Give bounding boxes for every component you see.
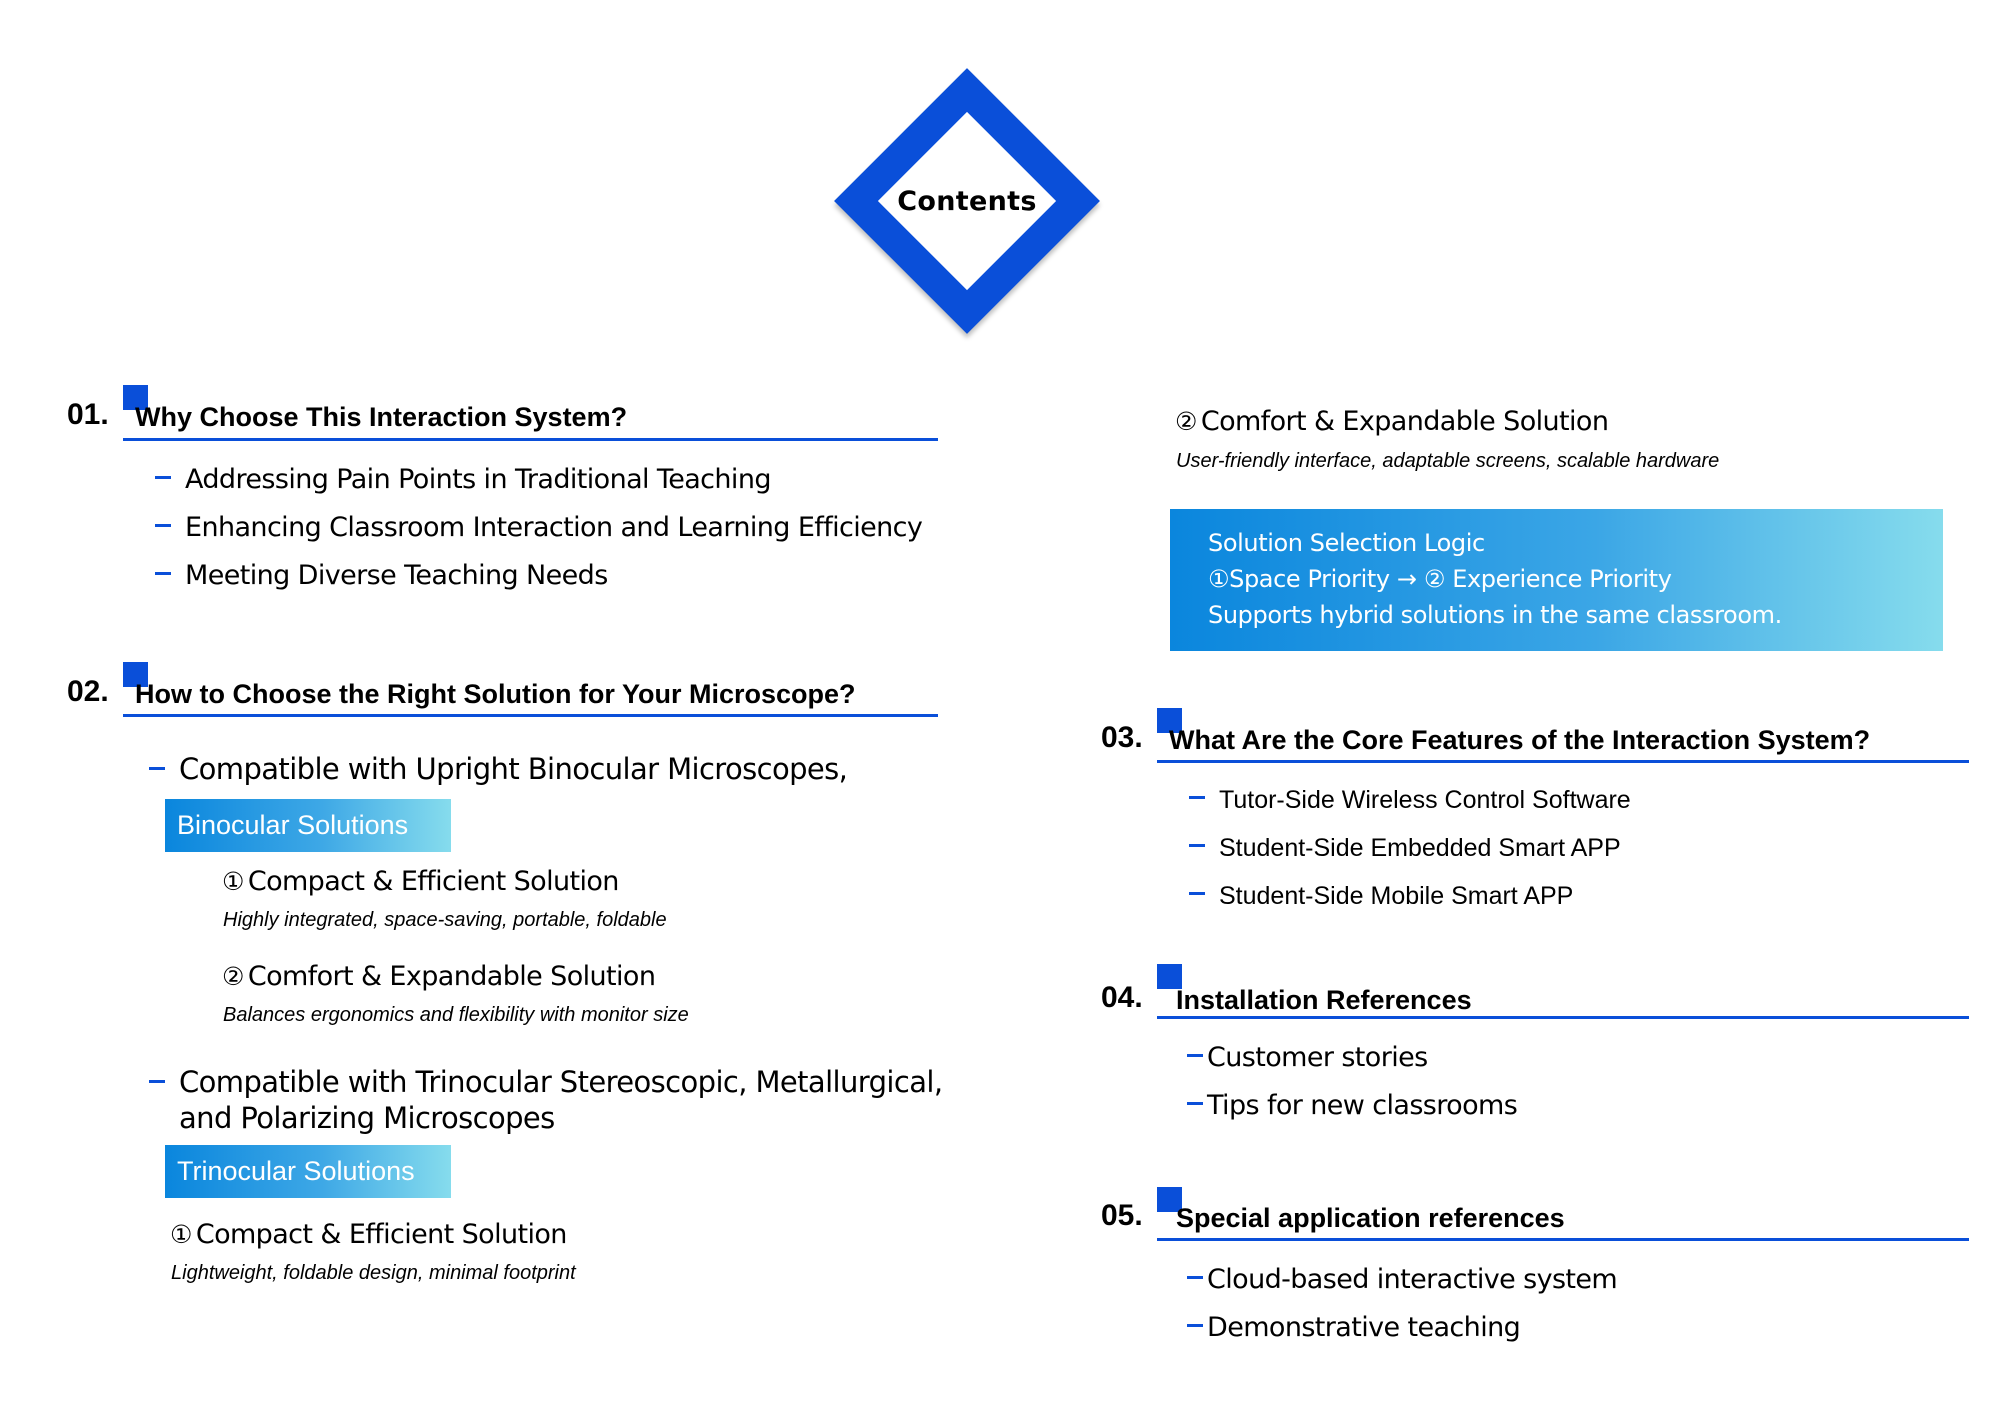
trinocular-solutions-tag: Trinocular Solutions [165, 1145, 451, 1198]
dash-bullet [1189, 892, 1205, 895]
list-item: Customer stories [1187, 1042, 1428, 1073]
section-underline [123, 714, 938, 717]
selection-logic-order: ①Space Priority → ② Experience Priority [1208, 565, 1672, 593]
list-item: Compatible with Upright Binocular Microscopes, [149, 752, 847, 786]
dash-bullet [149, 1080, 165, 1083]
list-item: Student-Side Embedded Smart APP [1189, 834, 1621, 863]
list-item: Enhancing Classroom Interaction and Learning Efficiency [155, 512, 922, 543]
selection-logic-box [1170, 509, 1943, 651]
dash-bullet [1189, 844, 1205, 847]
contents-diamond [833, 67, 1101, 335]
dash-bullet [155, 476, 171, 479]
section-title: Why Choose This Interaction System? [135, 402, 628, 432]
section-underline [123, 438, 938, 441]
section-number: 02. [67, 675, 109, 708]
list-item-continuation: and Polarizing Microscopes [179, 1101, 555, 1135]
solution-item: ① Compact & Efficient Solution [222, 866, 619, 897]
dash-bullet [155, 572, 171, 575]
section-number: 04. [1101, 981, 1143, 1014]
section-title: Special application references [1176, 1203, 1565, 1233]
section-title: How to Choose the Right Solution for Your Microscope? [135, 679, 856, 709]
dash-bullet [155, 524, 171, 527]
selection-logic-title: Solution Selection Logic [1208, 529, 1485, 557]
list-item: Student-Side Mobile Smart APP [1189, 882, 1573, 911]
dash-bullet [1189, 796, 1205, 799]
section-number: 05. [1101, 1199, 1143, 1232]
dash-bullet [1187, 1102, 1203, 1105]
solution-description: User-friendly interface, adaptable screens, scalable hardware [1176, 450, 1720, 472]
selection-logic-note: Supports hybrid solutions in the same classroom. [1208, 601, 1782, 629]
section-number: 01. [67, 398, 109, 431]
solution-description: Highly integrated, space-saving, portable, foldable [223, 909, 667, 931]
binocular-solutions-tag: Binocular Solutions [165, 799, 451, 852]
list-item: Tips for new classrooms [1187, 1090, 1517, 1121]
list-item: Cloud-based interactive system [1187, 1264, 1617, 1295]
solution-description: Lightweight, foldable design, minimal footprint [171, 1262, 576, 1284]
dash-bullet [1187, 1054, 1203, 1057]
section-title: Installation References [1176, 985, 1472, 1015]
list-item: Addressing Pain Points in Traditional Teaching [155, 464, 771, 495]
section-underline [1157, 1238, 1969, 1241]
dash-bullet [149, 767, 165, 770]
solution-item: ② Comfort & Expandable Solution [1175, 406, 1609, 437]
dash-bullet [1187, 1324, 1203, 1327]
solution-description: Balances ergonomics and flexibility with monitor size [223, 1004, 689, 1026]
section-underline [1157, 760, 1969, 763]
list-item: Tutor-Side Wireless Control Software [1189, 786, 1631, 815]
dash-bullet [1187, 1276, 1203, 1279]
list-item: Demonstrative teaching [1187, 1312, 1520, 1343]
solution-item: ① Compact & Efficient Solution [170, 1219, 567, 1250]
section-title: What Are the Core Features of the Interaction System? [1169, 725, 1871, 755]
section-underline [1157, 1016, 1969, 1019]
list-item: Meeting Diverse Teaching Needs [155, 560, 608, 591]
list-item: Compatible with Trinocular Stereoscopic, Metallurgical, [149, 1065, 942, 1099]
solution-item: ② Comfort & Expandable Solution [222, 961, 656, 992]
page-title: Contents [897, 185, 1037, 217]
section-number: 03. [1101, 721, 1143, 754]
